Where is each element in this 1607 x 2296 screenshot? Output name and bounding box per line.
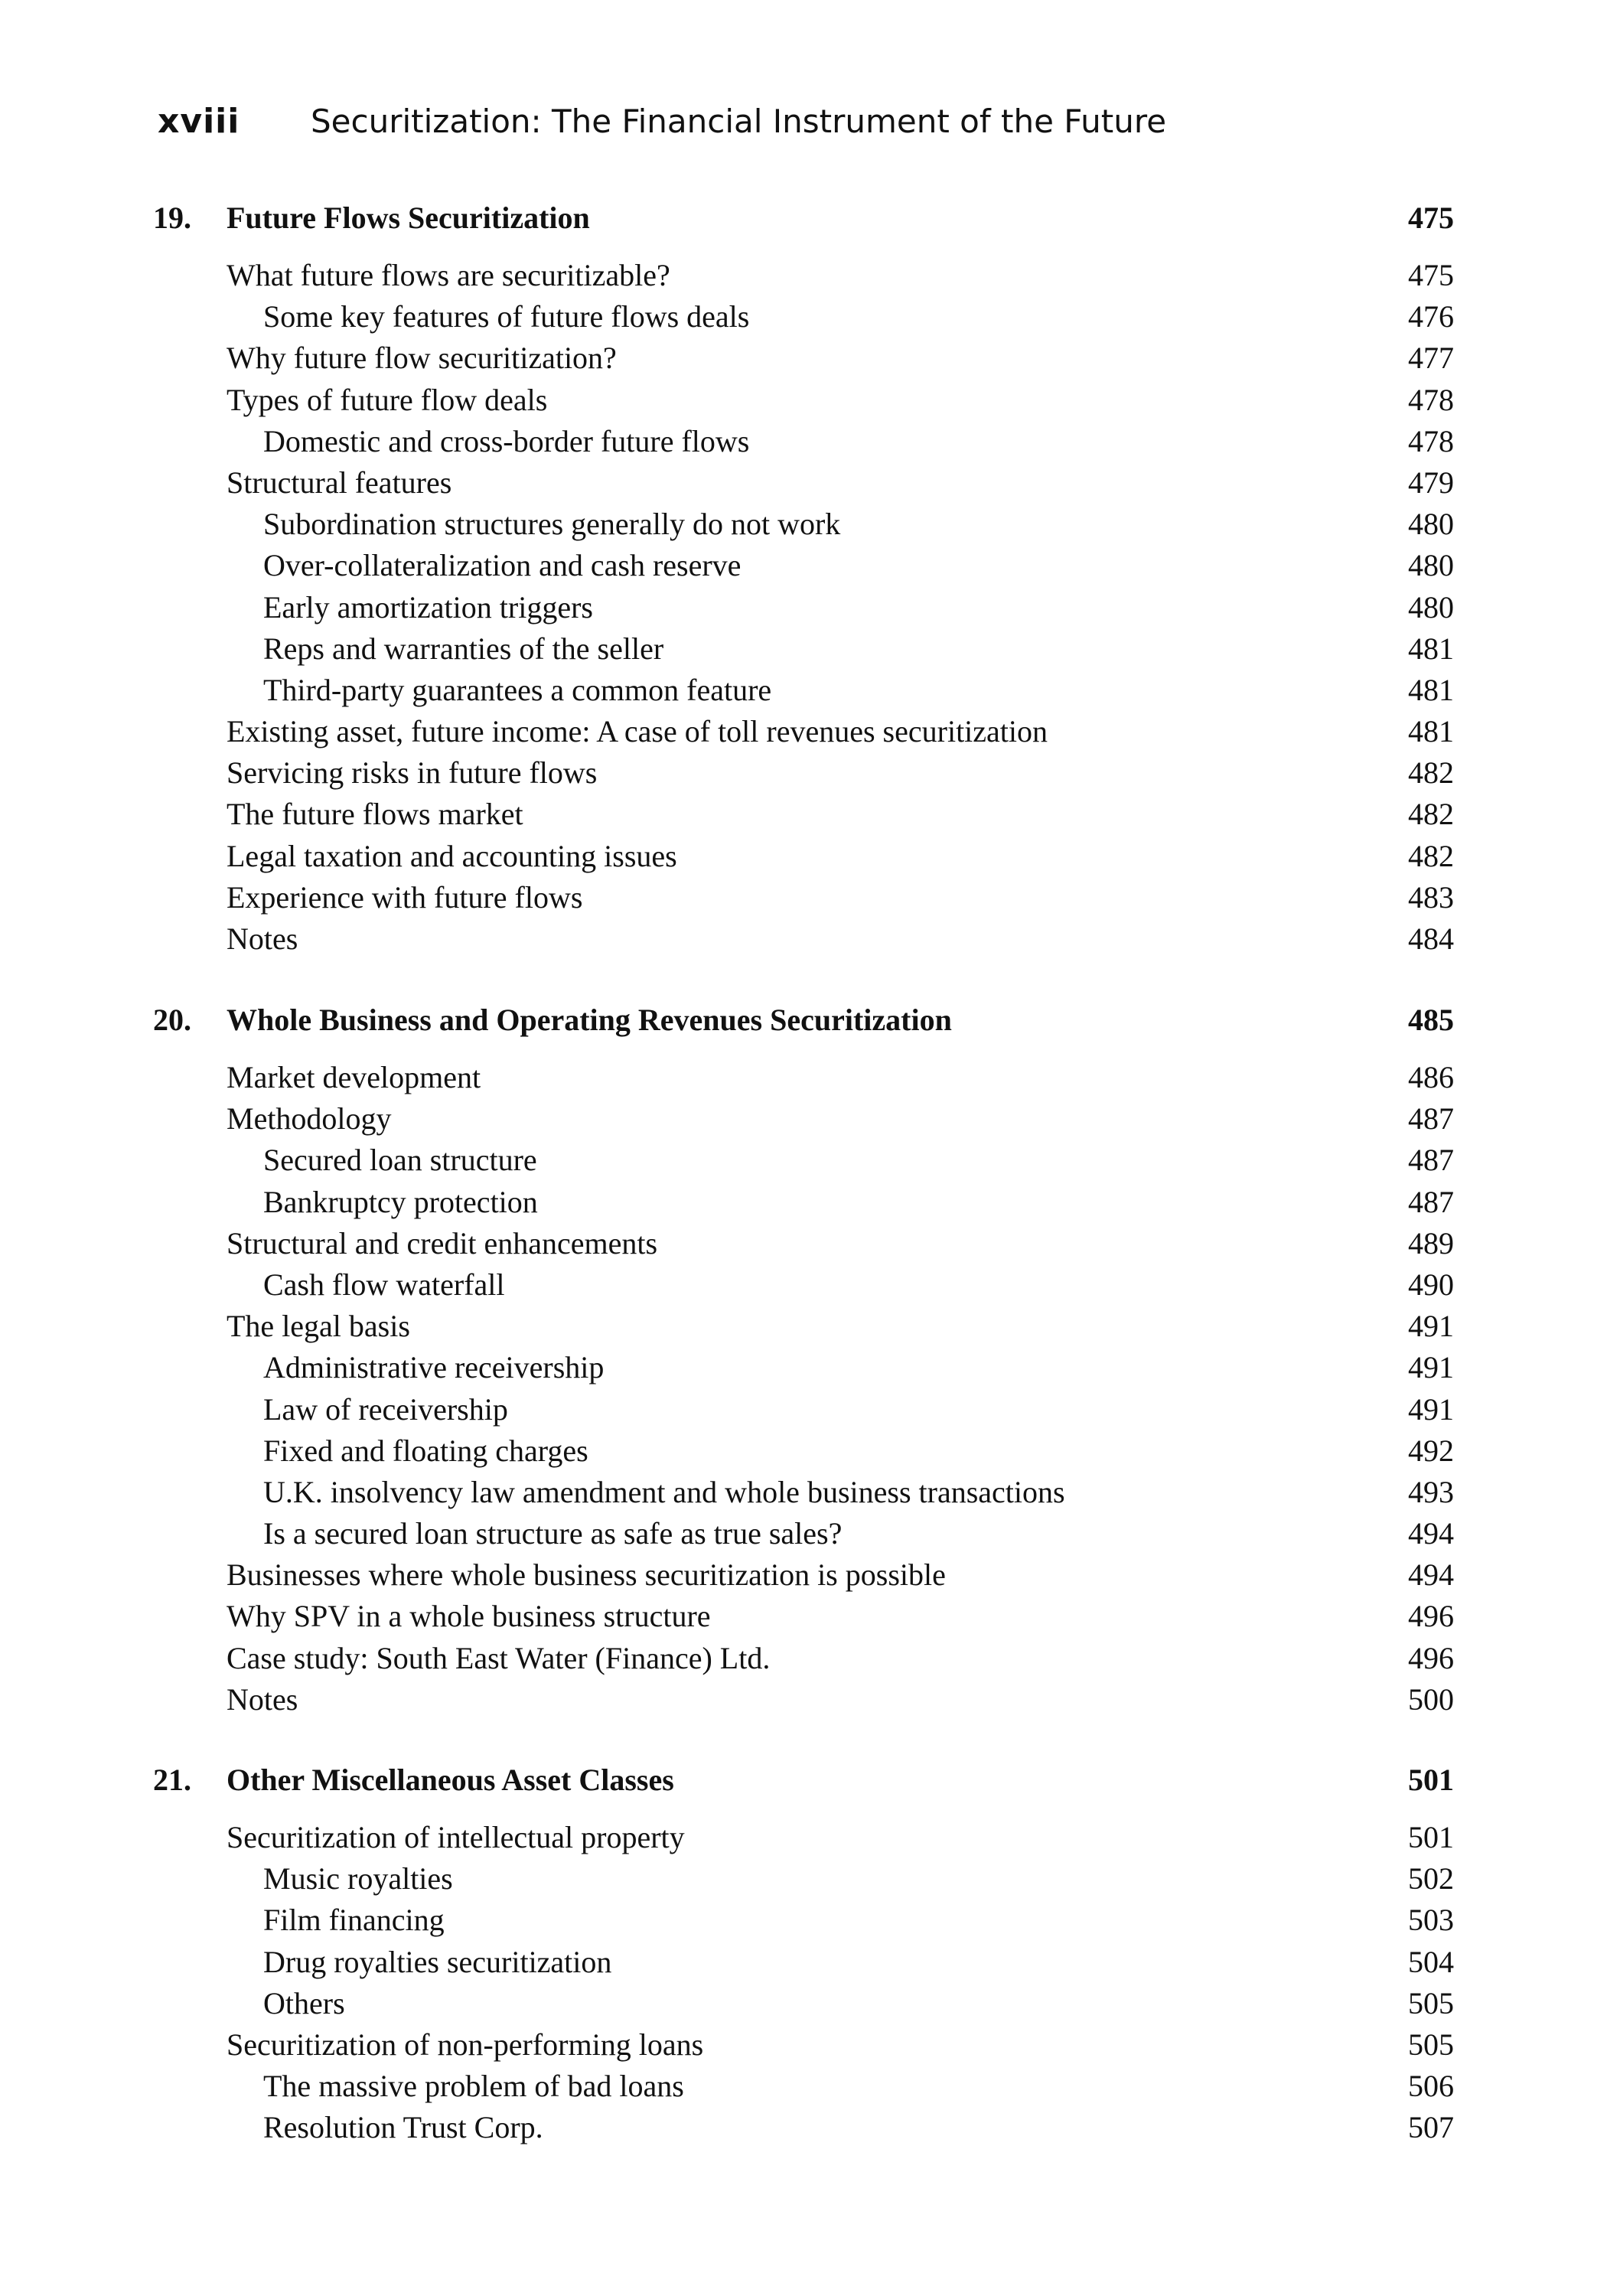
entry-title: The massive problem of bad loans xyxy=(263,2069,684,2104)
toc-subentry xyxy=(153,421,1454,462)
entry-title: Others xyxy=(263,1985,345,2020)
entry-page-number: 494 xyxy=(1408,1516,1454,1551)
entry-title: Is a secured loan structure as safe as true sales? xyxy=(263,1516,843,1551)
entry-page-number: 482 xyxy=(1408,797,1454,832)
entry-page-number: 491 xyxy=(1408,1309,1454,1344)
toc-entry xyxy=(153,1596,1454,1637)
chapter-heading xyxy=(153,1757,1454,1803)
toc-subentry xyxy=(153,1942,1454,1983)
entry-page-number: 481 xyxy=(1408,714,1454,749)
toc-subentry xyxy=(153,628,1454,670)
entry-page-number: 484 xyxy=(1408,921,1454,956)
entry-title: Music royalties xyxy=(263,1861,453,1896)
entry-page-number: 478 xyxy=(1408,382,1454,417)
chapter-20 xyxy=(153,997,1454,1720)
toc-subentry xyxy=(153,296,1454,338)
entry-title: Servicing risks in future flows xyxy=(227,755,598,791)
entry-page-number: 490 xyxy=(1408,1267,1454,1302)
entry-page-number: 507 xyxy=(1408,2110,1454,2145)
toc-entry xyxy=(153,1817,1454,1858)
toc-subentry xyxy=(153,670,1454,711)
toc-entry xyxy=(153,918,1454,960)
toc-entry xyxy=(153,836,1454,877)
toc-entry xyxy=(153,1679,1454,1720)
entry-title: Existing asset, future income: A case of toll revenues securitization xyxy=(227,714,1048,749)
entry-title: Securitization of intellectual property xyxy=(227,1820,685,1854)
entry-title: Legal taxation and accounting issues xyxy=(227,838,677,873)
toc-subentry xyxy=(153,1389,1454,1430)
page-number: xviii xyxy=(158,101,240,141)
entry-page-number: 504 xyxy=(1408,1944,1454,1979)
toc-subentry xyxy=(153,1140,1454,1181)
entry-page-number: 496 xyxy=(1408,1640,1454,1675)
toc-subentry xyxy=(153,1347,1454,1388)
toc-subentry xyxy=(153,545,1454,586)
chapter-title: Other Miscellaneous Asset Classes xyxy=(227,1763,674,1797)
toc-entry xyxy=(153,794,1454,835)
toc-subentry xyxy=(153,1513,1454,1554)
entry-page-number: 501 xyxy=(1408,1820,1454,1854)
entry-page-number: 479 xyxy=(1408,465,1454,500)
entry-title: Methodology xyxy=(227,1101,392,1137)
toc-entry xyxy=(153,1057,1454,1098)
toc-entry xyxy=(153,380,1454,421)
entry-page-number: 486 xyxy=(1408,1060,1454,1094)
entry-title: Why future flow securitization? xyxy=(227,341,617,376)
entry-page-number: 483 xyxy=(1408,879,1454,915)
entry-title: Resolution Trust Corp. xyxy=(263,2110,543,2145)
entry-page-number: 505 xyxy=(1408,2027,1454,2062)
entry-page-number: 506 xyxy=(1408,2069,1454,2104)
chapter-number: 21. xyxy=(153,1763,191,1797)
entry-title: Structural features xyxy=(227,465,452,500)
toc-subentry xyxy=(153,1182,1454,1223)
entry-title: Notes xyxy=(227,921,298,956)
chapter-title: Future Flows Securitization xyxy=(227,201,590,235)
entry-title: Types of future flow deals xyxy=(227,382,548,417)
toc-entry-list xyxy=(153,255,1454,960)
entry-title: Cash flow waterfall xyxy=(263,1267,505,1302)
toc-subentry xyxy=(153,1430,1454,1472)
entry-page-number: 480 xyxy=(1408,507,1454,542)
toc-entry xyxy=(153,255,1454,296)
toc-entry-list xyxy=(153,1057,1454,1720)
entry-title: U.K. insolvency law amendment and whole business transactions xyxy=(263,1474,1065,1509)
entry-title: Domestic and cross-border future flows xyxy=(263,423,750,458)
entry-title: Structural and credit enhancements xyxy=(227,1225,658,1261)
book-title: Securitization: The Financial Instrument of the Future xyxy=(311,102,1167,140)
entry-page-number: 493 xyxy=(1408,1474,1454,1509)
toc-entry xyxy=(153,1306,1454,1347)
entry-title: Over-collateralization and cash reserve xyxy=(263,548,742,583)
entry-page-number: 500 xyxy=(1408,1681,1454,1717)
entry-page-number: 496 xyxy=(1408,1599,1454,1634)
entry-title: Law of receivership xyxy=(263,1391,508,1427)
toc-subentry xyxy=(153,1900,1454,1941)
entry-title: Early amortization triggers xyxy=(263,589,593,625)
chapter-page-number: 501 xyxy=(1408,1763,1454,1797)
entry-title: Drug royalties securitization xyxy=(263,1944,612,1979)
entry-title: Administrative receivership xyxy=(263,1350,605,1385)
entry-title: Third-party guarantees a common feature xyxy=(263,672,772,707)
entry-page-number: 475 xyxy=(1408,258,1454,292)
entry-title: Why SPV in a whole business structure xyxy=(227,1599,711,1634)
entry-title: Secured loan structure xyxy=(263,1143,537,1178)
entry-title: Subordination structures generally do not work xyxy=(263,507,841,542)
entry-title: Market development xyxy=(227,1060,481,1094)
chapter-page-number: 475 xyxy=(1408,201,1454,235)
toc-subentry xyxy=(153,1264,1454,1306)
entry-title: Notes xyxy=(227,1681,298,1717)
entry-page-number: 482 xyxy=(1408,838,1454,873)
chapter-heading xyxy=(153,997,1454,1043)
entry-page-number: 482 xyxy=(1408,755,1454,791)
chapter-heading xyxy=(153,195,1454,241)
entry-page-number: 505 xyxy=(1408,1985,1454,2020)
entry-page-number: 480 xyxy=(1408,548,1454,583)
toc-entry xyxy=(153,1098,1454,1140)
entry-page-number: 491 xyxy=(1408,1350,1454,1385)
chapter-21 xyxy=(153,1757,1454,2149)
toc-subentry xyxy=(153,504,1454,545)
toc-entry xyxy=(153,2024,1454,2066)
toc-entry-list xyxy=(153,1817,1454,2149)
entry-page-number: 481 xyxy=(1408,672,1454,707)
entry-page-number: 487 xyxy=(1408,1143,1454,1178)
entry-title: The legal basis xyxy=(227,1309,410,1344)
entry-title: Securitization of non-performing loans xyxy=(227,2027,704,2062)
toc-entry xyxy=(153,711,1454,752)
toc-subentry xyxy=(153,1858,1454,1900)
toc-entry xyxy=(153,752,1454,794)
chapter-page-number: 485 xyxy=(1408,1003,1454,1037)
entry-title: Reps and warranties of the seller xyxy=(263,631,664,666)
entry-title: Experience with future flows xyxy=(227,879,583,915)
entry-page-number: 502 xyxy=(1408,1861,1454,1896)
toc-subentry xyxy=(153,1472,1454,1513)
entry-title: What future flows are securitizable? xyxy=(227,258,670,292)
entry-title: Fixed and floating charges xyxy=(263,1433,588,1468)
entry-page-number: 489 xyxy=(1408,1225,1454,1261)
entry-title: Businesses where whole business securitization is possible xyxy=(227,1557,946,1593)
entry-title: The future flows market xyxy=(227,797,523,832)
entry-title: Film financing xyxy=(263,1903,445,1938)
entry-page-number: 503 xyxy=(1408,1903,1454,1938)
entry-page-number: 476 xyxy=(1408,299,1454,334)
entry-title: Case study: South East Water (Finance) Ltd. xyxy=(227,1640,771,1675)
entry-page-number: 492 xyxy=(1408,1433,1454,1468)
toc-subentry xyxy=(153,587,1454,628)
toc-entry xyxy=(153,462,1454,504)
entry-page-number: 487 xyxy=(1408,1101,1454,1137)
entry-page-number: 480 xyxy=(1408,589,1454,625)
toc-entry xyxy=(153,1554,1454,1596)
chapter-number: 19. xyxy=(153,201,191,235)
entry-page-number: 478 xyxy=(1408,423,1454,458)
toc-entry xyxy=(153,1223,1454,1264)
entry-page-number: 477 xyxy=(1408,341,1454,376)
entry-page-number: 487 xyxy=(1408,1184,1454,1219)
toc-subentry xyxy=(153,2107,1454,2148)
entry-title: Some key features of future flows deals xyxy=(263,299,750,334)
entry-page-number: 491 xyxy=(1408,1391,1454,1427)
entry-page-number: 481 xyxy=(1408,631,1454,666)
toc-subentry xyxy=(153,1983,1454,2024)
running-head xyxy=(158,98,1166,144)
entry-title: Bankruptcy protection xyxy=(263,1184,538,1219)
toc-subentry xyxy=(153,2066,1454,2107)
chapter-19 xyxy=(153,195,1454,960)
toc-entry xyxy=(153,1638,1454,1679)
toc-entry xyxy=(153,877,1454,918)
chapter-number: 20. xyxy=(153,1003,191,1037)
chapter-title: Whole Business and Operating Revenues Securitization xyxy=(227,1003,952,1037)
toc-entry xyxy=(153,338,1454,379)
entry-page-number: 494 xyxy=(1408,1557,1454,1593)
